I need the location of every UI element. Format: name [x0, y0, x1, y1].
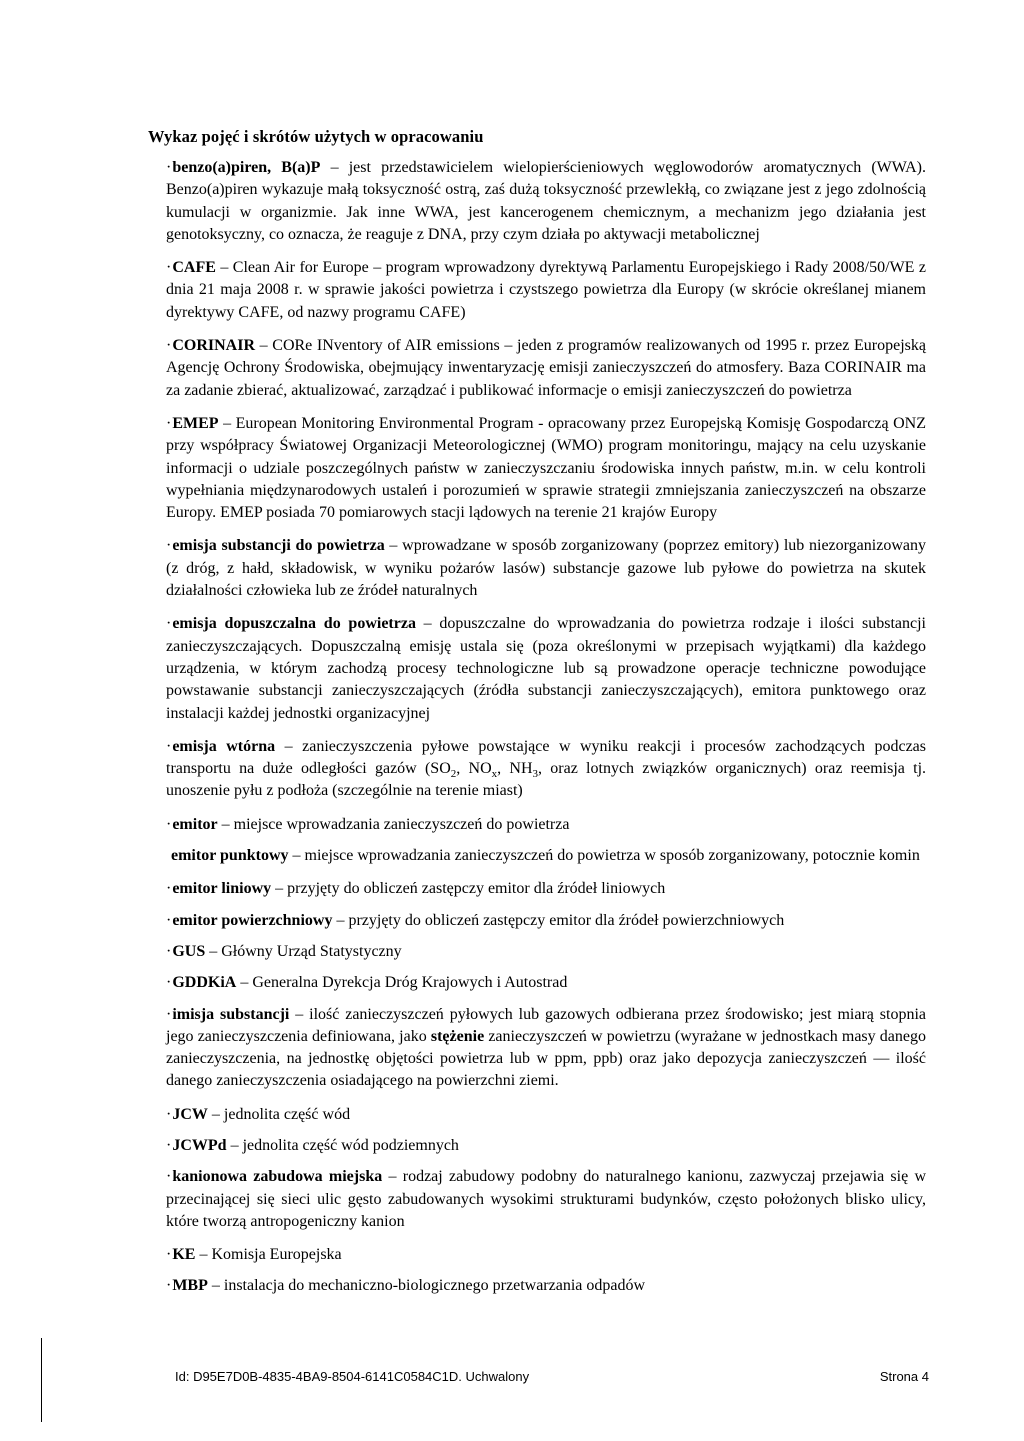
- glossary-definition: – przyjęty do obliczeń zastępczy emitor dla źródeł liniowych: [271, 880, 666, 898]
- footer-margin-rule: [41, 1338, 42, 1422]
- glossary-term: kanionowa zabudowa miejska: [172, 1168, 383, 1186]
- glossary-entry-emitor: ·emitor – miejsce wprowadzania zanieczyszczeń do powietrza: [166, 815, 570, 833]
- glossary-definition: – miejsce wprowadzania zanieczyszczeń do powietrza w sposób zorganizowany, potocznie komin: [288, 847, 920, 865]
- glossary-definition: – dopuszczalne do wprowadzania do powietrza rodzaje i ilości substancji zanieczyszczających. Dopuszczalną emisję ustala się (poza określonymi w przepisach wyjątkami) dla każdego urządzenia, w którym zachodzą procesy technologiczne lub są prowadzone operacje techniczne powodujące powstawanie substancji zanieczyszczających (źródła substancji zanieczyszczających), emitora punktowego oraz instalacji każdej jednostki organizacyjnej: [166, 615, 926, 722]
- glossary-definition: – Generalna Dyrekcja Dróg Krajowych i Autostrad: [236, 974, 568, 992]
- glossary-definition: – Komisja Europejska: [195, 1246, 342, 1264]
- glossary-definition: – Clean Air for Europe – program wprowadzony dyrektywą Parlamentu Europejskiego i Rady 2008/50/WE z dnia 21 maja 2008 r. w sprawie jakości powietrza i czystszego powietrza dla Europy (w skrócie określanej mianem dyrektywy CAFE, od nazwy programu CAFE): [166, 259, 926, 321]
- glossary-definition: – przyjęty do obliczeń zastępczy emitor dla źródeł powierzchniowych: [332, 911, 785, 929]
- glossary-term-inline: stężenie: [430, 1027, 485, 1045]
- glossary-term: emitor punktowy: [171, 847, 289, 865]
- glossary-term: EMEP: [172, 414, 219, 432]
- glossary-entry-kanionowa: ·kanionowa zabudowa miejska – rodzaj zabudowy podobny do naturalnego kanionu, zazwyczaj przejawia się w przecinającej się sieci ulic gęsto zabudowanych wysokimi strukturami budynków, często położonych blisko ulicy, które tworzą antropogeniczny kanion: [166, 1168, 927, 1230]
- glossary-definition: – CORe INventory of AIR emissions – jeden z programów realizowanych od 1995 r. przez Europejską Agencję Ochrony Środowiska, obejmujący inwentaryzację emisji zanieczyszczeń do atmosfery. Baza CORINAIR ma za zadanie zbierać, aktualizować, zarządzać i publikować informacje o emisji zanieczyszczeń do powietrza: [166, 337, 926, 399]
- glossary-term: JCWPd: [172, 1136, 227, 1154]
- glossary-entry-gddkia: ·GDDKiA – Generalna Dyrekcja Dróg Krajowych i Autostrad: [166, 974, 568, 992]
- glossary-entry-corinair: ·CORINAIR – CORe INventory of AIR emissions – jeden z programów realizowanych od 1995 r. przez Europejską Agencję Ochrony Środowiska, obejmujący inwentaryzację emisji zanieczyszczeń do atmosfery. Baza CORINAIR ma za zadanie zbierać, aktualizować, zarządzać i publikować informacje o emisji zanieczyszczeń do powietrza: [166, 337, 926, 399]
- glossary-entry-emisja-substancji: ·emisja substancji do powietrza – wprowadzane w sposób zorganizowany (poprzez emitory) lub niezorganizowany (z dróg, z hałd, składowisk, w wyniku pożarów lasów) substancje gazowe lub pyłowe do powietrza na skutek działalności człowieka lub ze źródeł naturalnych: [166, 537, 926, 600]
- glossary-term: emitor liniowy: [172, 880, 272, 898]
- glossary-entry-jcw: ·JCW – jednolita część wód: [166, 1105, 351, 1123]
- glossary-entry-emep: ·EMEP – European Monitoring Environmental Program - opracowany przez Europejską Komisję Gospodarczą ONZ przy współpracy Światowej Organizacji Meteorologicznej (WMO) program monitoringu, mający na celu uzyskanie informacji o udziale poszczególnych państw w zanieczyszczaniu środowiska innych państw, m.in. w celu kontroli wypełniania międzynarodowych ustaleń i porozumień w sprawie strategii zmniejszania zanieczyszczeń na obszarze Europy. EMEP posiada 70 pomiarowych stacji lądowych na terenie 21 krajów Europy: [166, 414, 926, 522]
- glossary-term: JCW: [172, 1105, 208, 1123]
- glossary-entry-emisja-wtorna: ·emisja wtórna – zanieczyszczenia pyłowe powstające w wyniku reakcji i procesów zachodzących podczas transportu na duże odległości gazów ($SO_2$, $NO_x$, $NH_3$, oraz lotnych związków organicznych) oraz reemisja tj. unoszenie pyłu z podłoża (szczególnie na terenie miast): [166, 737, 927, 800]
- glossary-entry-emitor-liniowy: ·emitor liniowy – przyjęty do obliczeń zastępczy emitor dla źródeł liniowych: [166, 880, 666, 898]
- glossary-entry-benzoapiren: ·benzo(a)piren, B(a)P – jest przedstawicielem wielopierścieniowych węglowodorów aromatycznych (WWA). Benzo(a)piren wykazuje małą toksyczność ostrą, zaś dużą toksyczność przewlekłą, co związane jest z jego zdolnością kumulacji w organizmie. Jak inne WWA, jest kancerogenem chemicznym, a mechanizm jego działania jest genotoksyczny, co oznacza, że reaguje z DNA, przy czym działa po aktywacji metabolicznej: [166, 159, 926, 243]
- glossary-term: emitor: [172, 815, 218, 833]
- glossary-definition: – instalacja do mechaniczno-biologicznego przetwarzania odpadów: [207, 1277, 646, 1295]
- glossary-entry-jcwpd: ·JCWPd – jednolita część wód podziemnych: [166, 1136, 459, 1154]
- glossary-definition: – Główny Urząd Statystyczny: [205, 942, 402, 960]
- subscript: 2: [450, 768, 457, 781]
- glossary-entry-emitor-powierzchniowy: ·emitor powierzchniowy – przyjęty do obliczeń zastępczy emitor dla źródeł powierzchniowych: [166, 911, 785, 929]
- glossary-term: emitor powierzchniowy: [172, 911, 333, 929]
- glossary-list: [166, 157, 926, 1307]
- glossary-term: CAFE: [172, 259, 216, 277]
- glossary-definition: – jest przedstawicielem wielopierścieniowych węglowodorów aromatycznych (WWA). Benzo(a)piren wykazuje małą toksyczność ostrą, zaś dużą toksyczność przewlekłą, co związane jest z jego zdolnością kumulacji w organizmie. Jak inne WWA, jest kancerogenem chemicznym, a mechanizm jego działania jest genotoksyczny, co oznacza, że reaguje z DNA, przy czym działa po aktywacji metabolicznej: [166, 159, 926, 243]
- glossary-definition: – European Monitoring Environmental Program - opracowany przez Europejską Komisję Gospodarczą ONZ przy współpracy Światowej Organizacji Meteorologicznej (WMO) program monitoringu, mający na celu uzyskanie informacji o udziale poszczególnych państw w zanieczyszczaniu środowiska innych państw, m.in. w celu kontroli wypełniania międzynarodowych ustaleń i porozumień w sprawie strategii zmniejszania zanieczyszczeń na obszarze Europy. EMEP posiada 70 pomiarowych stacji lądowych na terenie 21 krajów Europy: [166, 414, 926, 522]
- glossary-definition: – miejsce wprowadzania zanieczyszczeń do powietrza: [217, 815, 570, 833]
- document-id: Id: D95E7D0B-4835-4BA9-8504-6141C0584C1D. Uchwalony: [175, 1369, 530, 1384]
- glossary-term: emisja dopuszczalna do powietrza: [172, 615, 416, 633]
- glossary-definition: – jednolita część wód podziemnych: [226, 1136, 459, 1154]
- glossary-entry-emitor-punktowy: [166, 845, 926, 867]
- glossary-definition: , oraz lotnych związków organicznych) oraz reemisja tj. unoszenie pyłu z podłoża (szczególnie na terenie miast): [166, 760, 927, 800]
- glossary-definition: – zanieczyszczenia pyłowe powstające w wyniku reakcji i procesów zachodzących podczas transportu na duże odległości gazów (SO: [166, 737, 927, 778]
- glossary-term: imisja substancji: [172, 1005, 290, 1023]
- glossary-term: benzo(a)piren, B(a)P: [172, 159, 321, 176]
- glossary-term: CORINAIR: [172, 337, 255, 355]
- glossary-term: KE: [172, 1246, 196, 1264]
- glossary-entry-ke: ·KE – Komisja Europejska: [166, 1246, 342, 1264]
- glossary-term: GUS: [172, 942, 206, 960]
- glossary-entry-cafe: ·CAFE – Clean Air for Europe – program wprowadzony dyrektywą Parlamentu Europejskiego i Rady 2008/50/WE z dnia 21 maja 2008 r. w sprawie jakości powietrza i czystszego powietrza dla Europy (w skrócie określanej mianem dyrektywy CAFE, od nazwy programu CAFE): [166, 259, 926, 321]
- glossary-entry-imisja: ·imisja substancji – ilość zanieczyszczeń pyłowych lub gazowych odbierana przez środowisko; jest miarą stopnia jego zanieczyszczenia definiowana, jako stężenie zanieczyszczeń w powietrzu (wyrażane w jednostkach masy danego zanieczyszczenia, na jednostkę objętości powietrza lub w ppm, ppb) oraz jako depozycja zanieczyszczeń — ilość danego zanieczyszczenia osiadającego na powierzchni ziemi.: [166, 1005, 926, 1090]
- subscript: x: [491, 768, 498, 781]
- page-number: Strona 4: [879, 1369, 929, 1384]
- glossary-definition: – jednolita część wód: [207, 1105, 351, 1123]
- glossary-definition: – rodzaj zabudowy podobny do naturalnego kanionu, zazwyczaj przejawia się w przecinającej się sieci ulic gęsto zabudowanych wysokimi strukturami budynków, często położonych blisko ulicy, które tworzą antropogeniczny kanion: [166, 1168, 927, 1230]
- glossary-term: emisja wtórna: [172, 737, 276, 755]
- glossary-term: emisja substancji do powietrza: [172, 537, 385, 555]
- glossary-entry-emisja-dopuszczalna: ·emisja dopuszczalna do powietrza – dopuszczalne do wprowadzania do powietrza rodzaje i ilości substancji zanieczyszczających. Dopuszczalną emisję ustala się (poza określonymi w przepisach wyjątkami) dla każdego urządzenia, w którym zachodzą procesy technologiczne lub są prowadzone operacje techniczne powodujące powstawanie substancji zanieczyszczających (źródła substancji zanieczyszczających), emitora punktowego oraz instalacji każdej jednostki organizacyjnej: [166, 615, 926, 722]
- glossary-definition: , NO: [456, 760, 492, 778]
- subscript: 3: [532, 768, 539, 781]
- glossary-term: MBP: [172, 1277, 208, 1295]
- glossary-definition: zanieczyszczeń w powietrzu (wyrażane w jednostkach masy danego zanieczyszczenia, na jednostkę objętości powietrza lub w ppm, ppb) oraz jako depozycja zanieczyszczeń — ilość danego zanieczyszczenia osiadającego na powierzchni ziemi.: [166, 1027, 926, 1090]
- glossary-entry-gus: ·GUS – Główny Urząd Statystyczny: [166, 942, 402, 960]
- glossary-entry-mbp: ·MBP – instalacja do mechaniczno-biologicznego przetwarzania odpadów: [166, 1277, 646, 1295]
- glossary-term: GDDKiA: [172, 974, 237, 992]
- section-heading: Wykaz pojęć i skrótów użytych w opracowaniu: [148, 127, 484, 146]
- glossary-definition: , NH: [497, 760, 533, 778]
- glossary-definition: – ilość zanieczyszczeń pyłowych lub gazowych odbierana przez środowisko; jest miarą stopnia jego zanieczyszczenia definiowana, jako: [166, 1005, 926, 1045]
- glossary-definition: – wprowadzane w sposób zorganizowany (poprzez emitory) lub niezorganizowany (z dróg, z hałd, składowisk, w wyniku pożarów lasów) substancje gazowe lub pyłowe do powietrza na skutek działalności człowieka lub ze źródeł naturalnych: [166, 537, 926, 600]
